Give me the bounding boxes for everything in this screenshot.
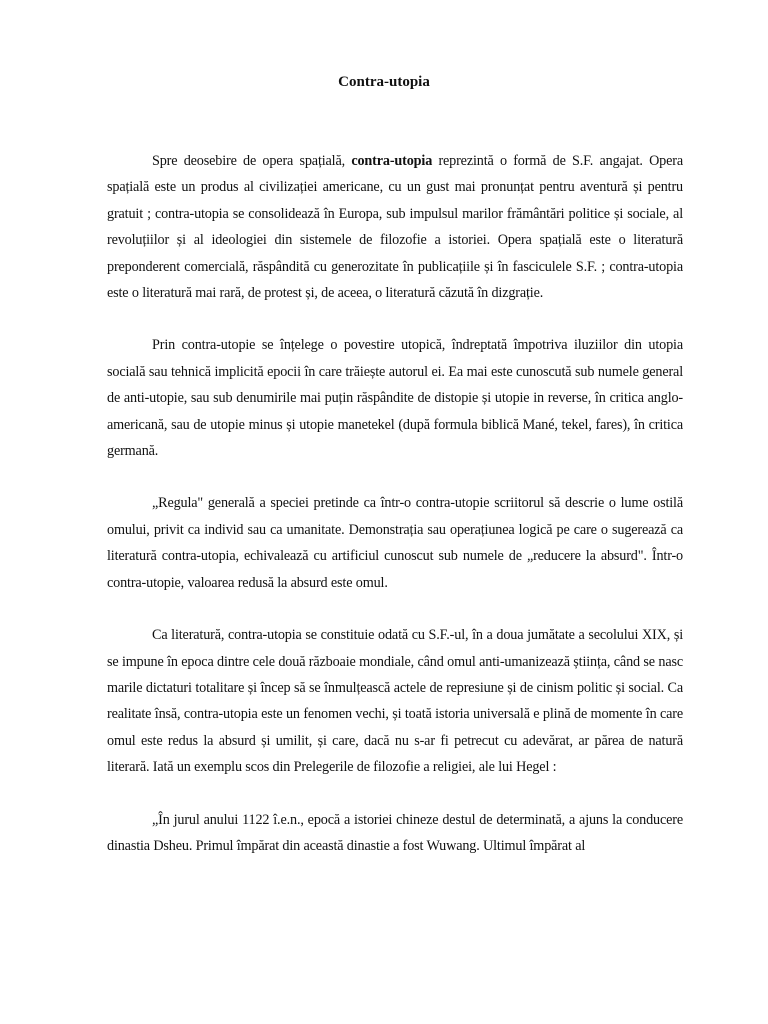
document-body — [107, 148, 683, 885]
paragraph-1-intro: Spre deosebire de opera spațială, — [152, 153, 352, 169]
paragraph-2: Prin contra-utopie se înțelege o povestire utopică, îndreptată împotriva iluziilor din utopia socială sau tehnică implicită epocii în care trăiește autorul ei. Ea mai este cunoscută sub numele general de anti-utopie, sau sub denumirile mai puțin răspândite de distopie și utopie in reverse, în critica anglo-americană, sau de utopie minus și utopie manetekel (după formula biblică Mané, tekel, fares), în critica germană. — [107, 337, 683, 460]
paragraph-5: „În jurul anului 1122 î.e.n., epocă a istoriei chineze destul de determinată, a ajuns la conducere dinastia Dsheu. Primul împărat din această dinastie a fost Wuwang. Ultimul împărat al — [107, 811, 683, 854]
document-title: Contra-utopia — [338, 74, 430, 90]
paragraph-1 — [107, 148, 683, 306]
paragraph-1-bold-term: contra-utopia — [351, 153, 433, 169]
paragraph-4: Ca literatură, contra-utopia se constituie odată cu S.F.-ul, în a doua jumătate a secolului XIX, și se impune în epoca dintre cele două războaie mondiale, când omul anti-umanizează știința, când se nasc marile dictaturi totalitare și încep să se înmulțească actele de represiune și de cinism politic și social. Ca realitate însă, contra-utopia este un fenomen vechi, și toată istoria universală e plină de momente în care omul este redus la absurd și umilit, și care, dacă nu s-ar fi petrecut cu adevărat, ar părea de natură literară. Iată un exemplu scos din Prelegerile de filozofie a religiei, ale lui Hegel : — [107, 627, 683, 776]
paragraph-3: „Regula" generală a speciei pretinde ca într-o contra-utopie scriitorul să descrie o lume ostilă omului, privit ca individ sau ca umanitate. Demonstrația sau operațiunea logică pe care o sugerează ca literatură contra-utopia, echivalează cu artificiul cunoscut sub numele de „reducere la absurd". Într-o contra-utopie, valoarea redusă la absurd este omul. — [107, 495, 683, 591]
paragraph-1-rest: reprezintă o formă de S.F. angajat. Opera spațială este un produs al civilizației americane, cu un gust mai pronunțat pentru aventură și pentru gratuit ; contra-utopia se consolidează în Europa, sub impulsul marilor frământări politice și sociale, al revoluțiilor și al ideologiei din sistemele de filozofie a istoriei. Opera spațială este o literatură preponderent comercială, răspândită cu generozitate în publicațiile și în fasciculele S.F. ; contra-utopia este o literatură mai rară, de protest și, de aceea, o literatură căzută în dizgrație. — [107, 153, 683, 302]
